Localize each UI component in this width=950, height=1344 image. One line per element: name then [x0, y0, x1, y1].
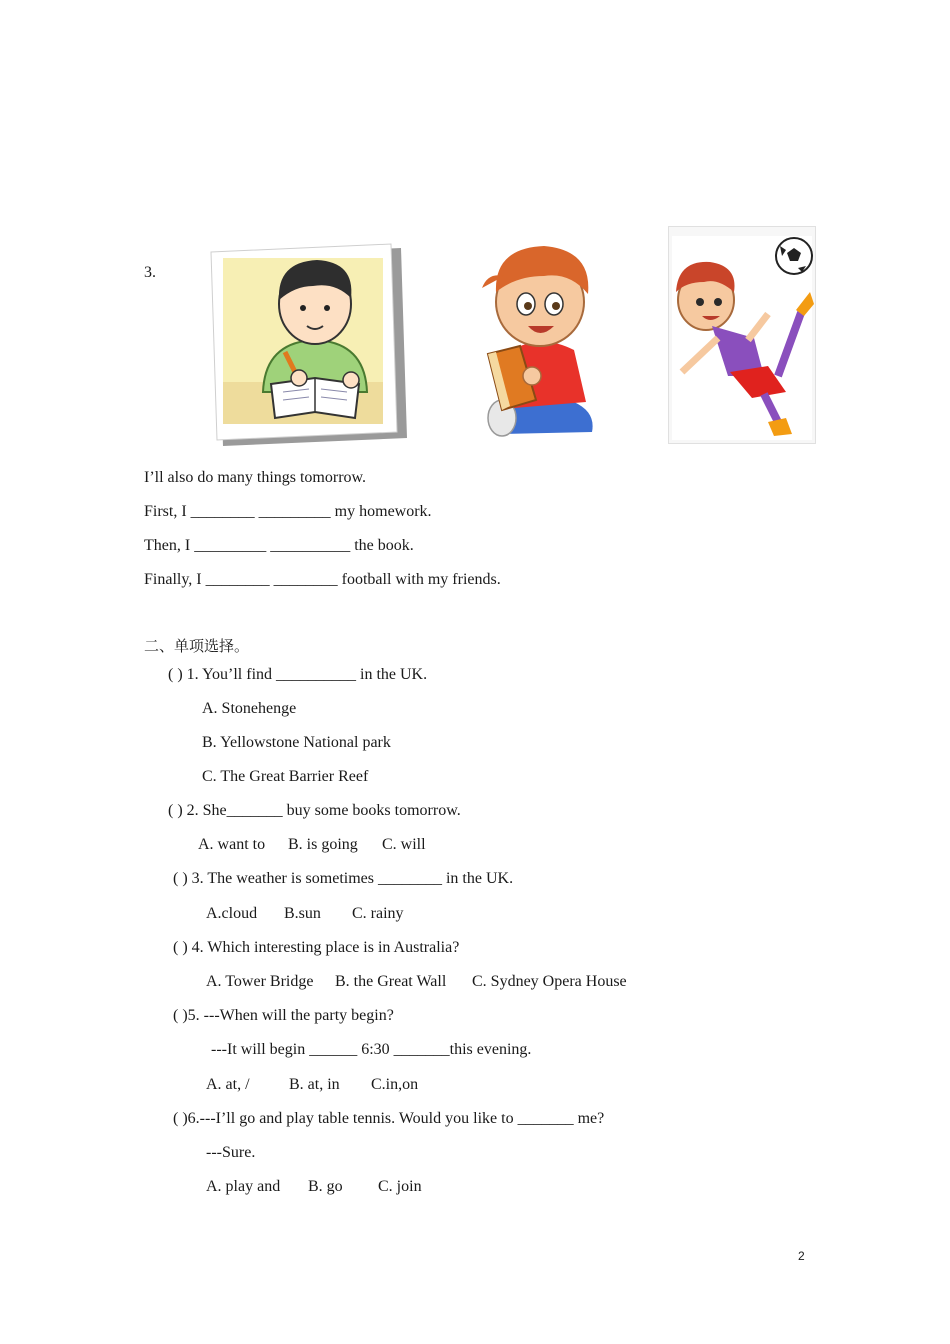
question-3-option-a: A.cloud [206, 905, 258, 922]
question-1-option-a: A. Stonehenge [202, 700, 297, 717]
football-illustration [668, 226, 816, 444]
question-6-option-b: B. go [308, 1178, 343, 1195]
question-5-option-a: A. at, / [206, 1076, 250, 1093]
question-4-stem: ( ) 4. Which interesting place is in Australia? [173, 939, 460, 956]
question-6-option-a: A. play and [206, 1178, 281, 1195]
homework-illustration [205, 242, 411, 452]
reading-illustration [474, 242, 602, 440]
section-title: 二、单项选择。 [144, 637, 250, 655]
question-1-option-b: B. Yellowstone National park [202, 734, 391, 751]
finally-sentence: Finally, I ________ ________ football with my friends. [144, 571, 501, 588]
question-4-option-a: A. Tower Bridge [206, 973, 314, 990]
question-6-option-c: C. join [378, 1178, 422, 1195]
question-3-stem: ( ) 3. The weather is sometimes ________ in the UK. [173, 870, 514, 887]
question-2-option-c: C. will [382, 836, 426, 853]
question-5-option-b: B. at, in [289, 1076, 340, 1093]
question-2-stem: ( ) 2. She_______ buy some books tomorrow. [168, 802, 461, 819]
question-1-stem: ( ) 1. You’ll find __________ in the UK. [168, 666, 428, 683]
question-1-option-c: C. The Great Barrier Reef [202, 768, 369, 785]
question-2-option-a: A. want to [198, 836, 266, 853]
question-6-answer-line: ---Sure. [206, 1144, 256, 1161]
question-5-option-c: C.in,on [371, 1076, 419, 1093]
question-4-option-c: C. Sydney Opera House [472, 973, 627, 990]
question-6-stem: ( )6.---I’ll go and play table tennis. Would you like to _______ me? [173, 1110, 605, 1127]
question-5-answer-line: ---It will begin ______ 6:30 _______this evening. [211, 1041, 532, 1058]
question-3-option-c: C. rainy [352, 905, 404, 922]
question-5-stem: ( )5. ---When will the party begin? [173, 1007, 394, 1024]
question-3-option-b: B.sun [284, 905, 321, 922]
intro-sentence: I’ll also do many things tomorrow. [144, 469, 367, 486]
page-number: 2 [798, 1249, 805, 1263]
question-2-option-b: B. is going [288, 836, 358, 853]
first-sentence: First, I ________ _________ my homework. [144, 503, 432, 520]
question-number: 3. [144, 264, 156, 281]
question-4-option-b: B. the Great Wall [335, 973, 447, 990]
then-sentence: Then, I _________ __________ the book. [144, 537, 414, 554]
